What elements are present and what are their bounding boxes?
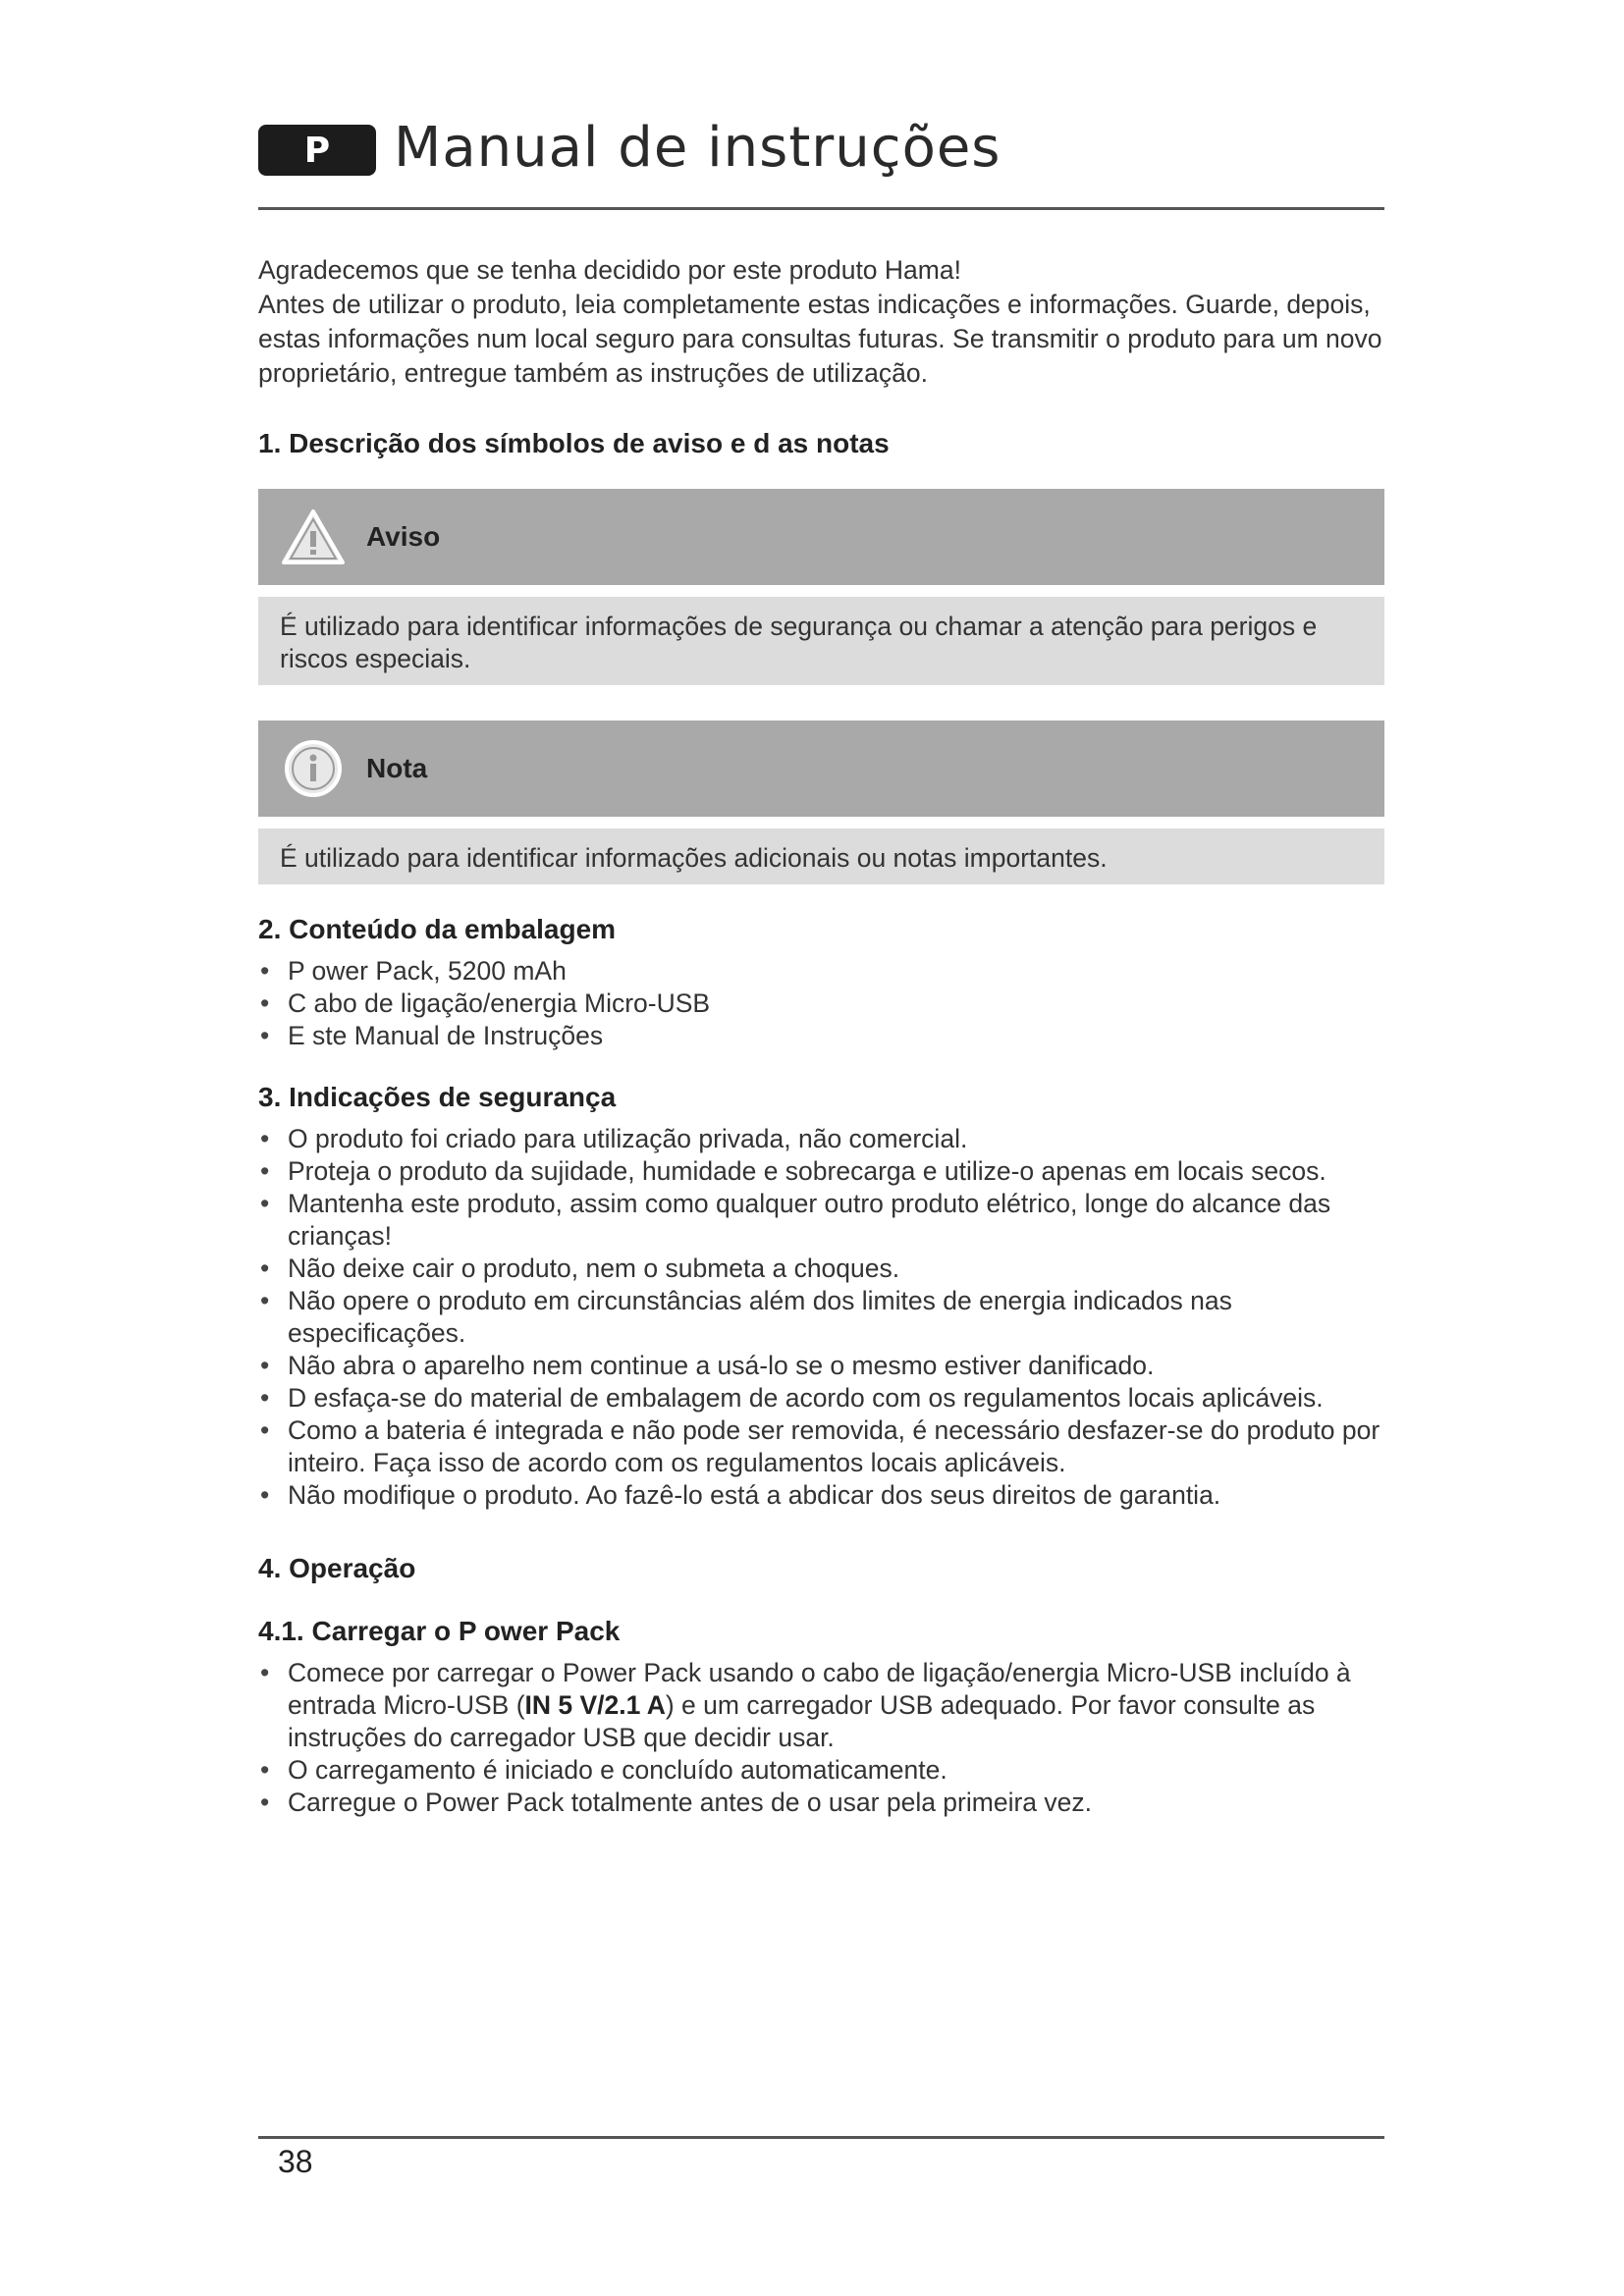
list-item: • D esfaça-se do material de embalagem de acordo com os regulamentos locais aplicáveis.: [258, 1382, 1384, 1415]
list-item: • Não modifique o produto. Ao fazê-lo está a abdicar dos seus direitos de garantia.: [258, 1479, 1384, 1512]
charging-step-text: Comece por carregar o Power Pack usando o cabo de ligação/energia Micro-USB incluído à entrada Micro-USB (: [288, 1658, 1351, 1720]
list-item: • P ower Pack, 5200 mAh: [258, 955, 1384, 988]
header-divider: [258, 207, 1384, 210]
list-item: • E ste Manual de Instruções: [258, 1020, 1384, 1052]
note-title: Nota: [366, 753, 428, 783]
page-number: 38: [278, 2144, 313, 2179]
input-spec: IN 5 V/2.1 A: [524, 1690, 666, 1720]
language-badge: P: [258, 125, 376, 176]
safety-list: [258, 1123, 1384, 1512]
section4-1-heading: 4.1. Carregar o P ower Pack: [258, 1616, 621, 1646]
list-item: • Carregue o Power Pack totalmente antes de o usar pela primeira vez.: [258, 1787, 1384, 1819]
note-text: É utilizado para identificar informações adicionais ou notas importantes.: [258, 828, 1384, 884]
info-circle-icon: [278, 733, 349, 804]
section2-heading: 2. Conteúdo da embalagem: [258, 914, 617, 944]
warning-box: [258, 489, 1384, 685]
note-box: [258, 721, 1384, 884]
list-item: [258, 1657, 1384, 1754]
charging-list: [258, 1657, 1384, 1819]
list-item: • Não opere o produto em circunstâncias além dos limites de energia indicados nas especificações.: [258, 1285, 1384, 1350]
charging-step-text: ) e um carregador USB adequado. Por favor consulte as instruções do carregador USB que decidir usar.: [288, 1690, 1316, 1752]
list-item: • O carregamento é iniciado e concluído automaticamente.: [258, 1754, 1384, 1787]
list-item: • Como a bateria é integrada e não pode ser removida, é necessário desfazer-se do produto por inteiro. Faça isso de acordo com os regulamentos locais aplicáveis.: [258, 1415, 1384, 1479]
content: [258, 253, 1384, 1819]
section4-heading: 4. Operação: [258, 1553, 416, 1583]
warning-text: É utilizado para identificar informações de segurança ou chamar a atenção para perigos e riscos especiais.: [258, 597, 1384, 685]
warning-triangle-icon: [278, 502, 349, 572]
list-item: • Proteja o produto da sujidade, humidade e sobrecarga e utilize-o apenas em locais secos.: [258, 1155, 1384, 1188]
list-item: • C abo de ligação/energia Micro-USB: [258, 988, 1384, 1020]
list-item: • Não abra o aparelho nem continue a usá-lo se o mesmo estiver danificado.: [258, 1350, 1384, 1382]
note-header: [258, 721, 1384, 817]
list-item: • Mantenha este produto, assim como qualquer outro produto elétrico, longe do alcance das crianças!: [258, 1188, 1384, 1253]
section1-heading: 1. Descrição dos símbolos de aviso e d as notas: [258, 428, 890, 458]
warning-header: [258, 489, 1384, 585]
section3-heading: 3. Indicações de segurança: [258, 1082, 617, 1112]
warning-title: Aviso: [366, 521, 441, 552]
intro-paragraph: Antes de utilizar o produto, leia completamente estas indicações e informações. Guarde, depois, estas informações num local seguro para consultas futuras. Se transmitir o produto para um novo proprietário, entregue também as instruções de utilização.: [258, 290, 1382, 388]
list-item: • Não deixe cair o produto, nem o submeta a choques.: [258, 1253, 1384, 1285]
page-title: Manual de instruções: [394, 116, 1001, 180]
package-contents-list: [258, 955, 1384, 1052]
intro-thanks: Agradecemos que se tenha decidido por este produto Hama!: [258, 255, 961, 285]
footer-divider: [258, 2136, 1384, 2139]
list-item: • O produto foi criado para utilização privada, não comercial.: [258, 1123, 1384, 1155]
